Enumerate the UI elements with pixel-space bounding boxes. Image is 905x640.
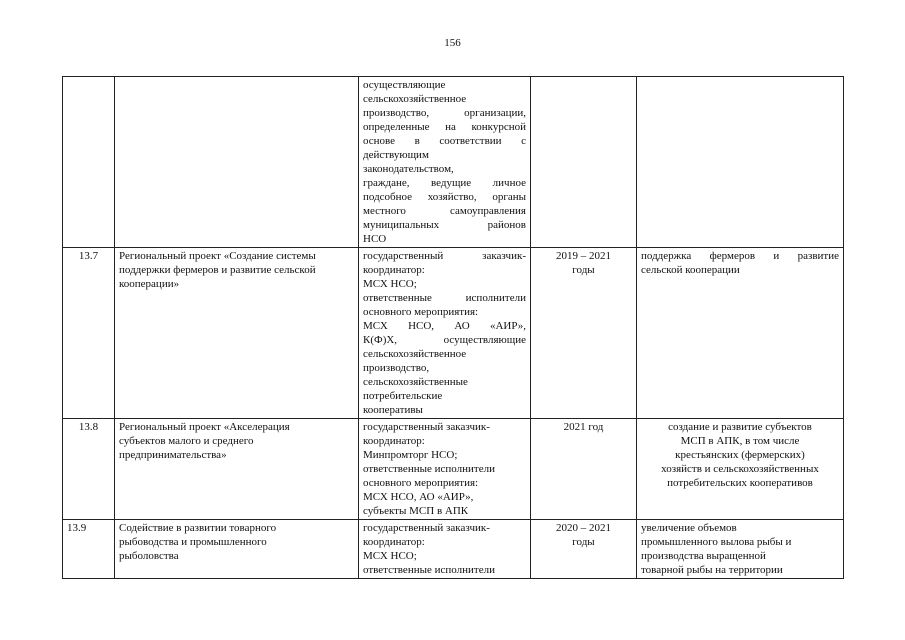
cell-line: Минпромторг НСО; xyxy=(363,449,458,461)
table-row xyxy=(63,248,844,419)
cell-line: годы xyxy=(572,264,595,276)
measure-name-cell xyxy=(115,248,359,419)
cell-line: субъектов малого и среднего xyxy=(119,435,254,447)
table-row xyxy=(63,419,844,520)
result-cell xyxy=(637,77,844,248)
cell-line: сельскохозяйственные xyxy=(363,376,468,388)
cell-line: предпринимательства» xyxy=(119,449,227,461)
cell-line: рыболовства xyxy=(119,550,179,562)
cell-line: производство, xyxy=(363,362,430,374)
cell-line: 2019 – 2021 xyxy=(556,250,611,262)
cell-line: ответственные исполнители xyxy=(363,292,526,304)
cell-line: промышленного вылова рыбы и xyxy=(641,536,792,548)
cell-line: МСХ НСО, АО «АИР», xyxy=(363,320,526,332)
result-cell xyxy=(637,520,844,579)
cell-line: законодательством, xyxy=(363,163,454,175)
executors-cell xyxy=(359,248,531,419)
cell-line: товарной рыбы на территории xyxy=(641,564,783,576)
cell-line: поддержки фермеров и развитие сельской xyxy=(119,264,316,276)
cell-line: 2020 – 2021 xyxy=(556,522,611,534)
executors-cell xyxy=(359,77,531,248)
cell-line: субъекты МСП в АПК xyxy=(363,505,469,517)
cell-line: МСХ НСО, АО «АИР», xyxy=(363,491,474,503)
cell-line: ответственные исполнители xyxy=(363,463,495,475)
cell-line: определенные на конкурсной xyxy=(363,121,526,133)
cell-line: кооперативы xyxy=(363,404,423,416)
measures-table xyxy=(62,76,844,579)
executors-cell xyxy=(359,520,531,579)
cell-line: ответственные исполнители xyxy=(363,564,495,576)
cell-line: К(Ф)Х, осуществляющие xyxy=(363,334,526,346)
cell-line: МСХ НСО; xyxy=(363,550,417,562)
table-row xyxy=(63,77,844,248)
executors-cell xyxy=(359,419,531,520)
period-cell xyxy=(531,248,637,419)
cell-line: хозяйств и сельскохозяйственных xyxy=(661,463,819,475)
cell-line: осуществляющие xyxy=(363,79,446,91)
cell-line: крестьянских (фермерских) xyxy=(675,449,805,461)
result-cell xyxy=(637,419,844,520)
cell-line: местного самоуправления xyxy=(363,205,526,217)
cell-line: сельскохозяйственное xyxy=(363,93,467,105)
measure-name-cell xyxy=(115,77,359,248)
cell-line: МСП в АПК, в том числе xyxy=(680,435,800,447)
table-body xyxy=(63,77,844,579)
row-number-cell xyxy=(63,248,115,419)
cell-line: государственный заказчик- xyxy=(363,250,526,262)
cell-line: МСХ НСО; xyxy=(363,278,417,290)
cell-line: 2021 год xyxy=(563,421,604,433)
cell-line: координатор: xyxy=(363,264,425,276)
result-cell xyxy=(637,248,844,419)
cell-line: Региональный проект «Создание системы xyxy=(119,250,316,262)
page-number: 156 xyxy=(444,37,461,49)
row-number-cell xyxy=(63,77,115,248)
cell-line: рыбоводства и промышленного xyxy=(119,536,267,548)
cell-line: сельской кооперации xyxy=(641,264,740,276)
period-cell xyxy=(531,77,637,248)
cell-line: подсобное хозяйство, органы xyxy=(363,191,526,203)
cell-line: основного мероприятия: xyxy=(363,477,479,489)
cell-line: НСО xyxy=(363,233,387,245)
period-cell xyxy=(531,419,637,520)
cell-line: годы xyxy=(572,536,595,548)
row-number-cell xyxy=(63,419,115,520)
row-number: 13.9 xyxy=(67,522,87,534)
cell-line: Региональный проект «Акселерация xyxy=(119,421,290,433)
cell-line: потребительских кооперативов xyxy=(667,477,813,489)
row-number: 13.7 xyxy=(78,250,99,262)
cell-line: граждане, ведущие личное xyxy=(363,177,526,189)
row-number-cell xyxy=(63,520,115,579)
cell-line: основе в соответствии с xyxy=(363,135,526,147)
period-cell xyxy=(531,520,637,579)
cell-line: производства выращенной xyxy=(641,550,766,562)
cell-line: координатор: xyxy=(363,435,425,447)
cell-line: поддержка фермеров и развитие xyxy=(641,250,839,262)
cell-line: производство, организации, xyxy=(363,107,526,119)
cell-line: Содействие в развитии товарного xyxy=(119,522,277,534)
cell-line: муниципальных районов xyxy=(363,219,526,231)
cell-line: государственный заказчик- xyxy=(363,421,490,433)
measure-name-cell xyxy=(115,520,359,579)
row-number: 13.8 xyxy=(78,421,99,433)
cell-line: координатор: xyxy=(363,536,425,548)
cell-line: сельскохозяйственное xyxy=(363,348,467,360)
cell-line: основного мероприятия: xyxy=(363,306,479,318)
cell-line: увеличение объемов xyxy=(641,522,737,534)
cell-line: государственный заказчик- xyxy=(363,522,490,534)
cell-line: потребительские xyxy=(363,390,443,402)
measure-name-cell xyxy=(115,419,359,520)
cell-line: кооперации» xyxy=(119,278,180,290)
cell-line: действующим xyxy=(363,149,429,161)
table-row xyxy=(63,520,844,579)
cell-line: создание и развитие субъектов xyxy=(668,421,812,433)
